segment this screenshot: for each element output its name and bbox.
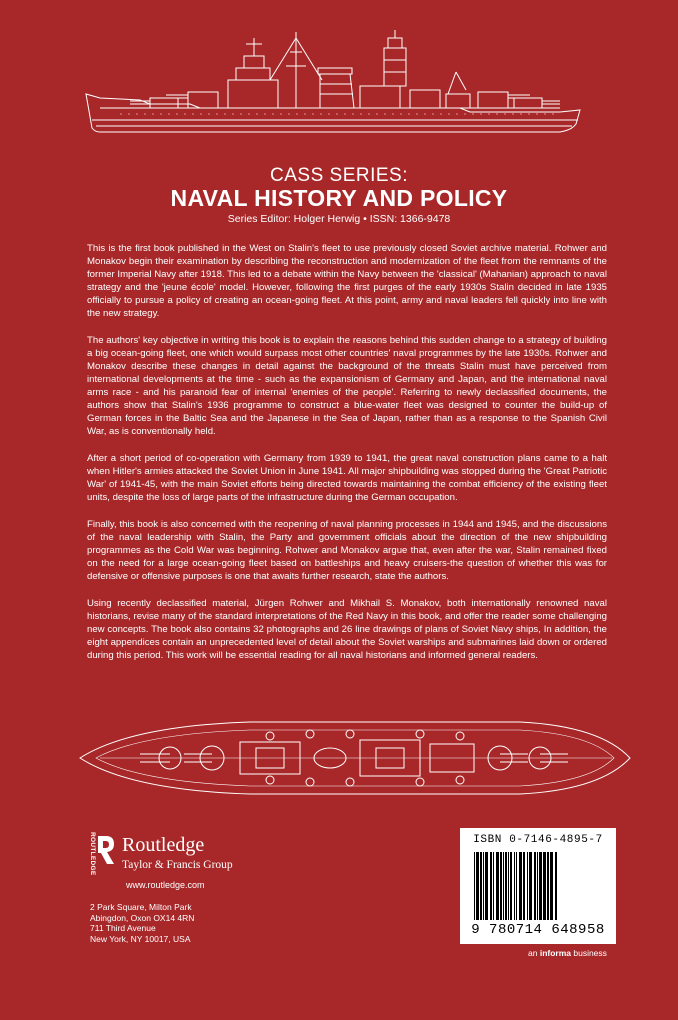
blurb (87, 242, 607, 676)
battleship-top-plan-icon (0, 712, 678, 804)
blurb-paragraph: The authors' key objective in writing this book is to explain the reasons behind this sudden change to a strategy of building a big ocean-going fleet, one which would surpass most other countries' naval programmes by the late 1930s. Rohwer and Monakov describe these changes in detail against the background of the threats Stalin must have perceived from international developments at the time - such as the expansionism of Germany and Japan, and the international naval arms race - and his paranoid fear of internal 'enemies of the people'. Referring to newly declassified documents, the authors show that Stalin's 1936 programme to construct a blue-water fleet was designed to counter the build-up of German forces in the Baltic Sea and the Japanese in the Sea of Japan, rather than as a response to the Spanish Civil War, as is conventionally held. (87, 335, 607, 437)
informa-brand: informa (539, 948, 571, 958)
barcode-bar (480, 852, 482, 920)
barcode-bar (493, 852, 494, 920)
barcode-bar (496, 852, 499, 920)
barcode-bar (534, 852, 536, 920)
barcode-bar (550, 852, 553, 920)
address-line: 711 Third Avenue (90, 923, 156, 933)
barcode-bar (505, 852, 507, 920)
blurb-paragraph: This is the first book published in the West on Stalin's fleet to use previously closed Soviet archive material. Rohwer and Monakov begin their examination by describing the reconstruction and modernization of the fleet from the remnants of the former Imperial Navy after 1918. This led to a debate within the Navy between the 'classical' (Mahanian) approach to naval strategy and the 'jeune école' model. However, following the first purges of the early 1930s Stalin decided in late 1935 officially to pursue a policy of creating an ocean-going fleet. At this point, army and naval leaders fell quickly into line with the new strategy. (87, 243, 607, 319)
isbn-label: ISBN 0-7146-4895-7 (473, 834, 603, 846)
routledge-logo-mark (88, 832, 116, 874)
address-line: New York, NY 10017, USA (90, 933, 191, 944)
address-us (90, 923, 191, 944)
barcode-bar (510, 852, 512, 920)
series-title: NAVAL HISTORY AND POLICY (170, 185, 508, 211)
battleship-side-profile-icon (0, 28, 678, 158)
barcode-bar (523, 852, 525, 920)
blurb-paragraph: After a short period of co-operation with Germany from 1939 to 1941, the great naval construction plans came to a halt when Hitler's armies attacked the Soviet Union in June 1941. All major shipbuilding was stopped during the 'Great Patriotic War' of 1941-45, with the main Soviet efforts being directed towards maintaining the combat efficiency of the existing fleet units, despite the loss of large parts of the infrastructure during the German occupation. (87, 453, 607, 503)
blurb-paragraph: Finally, this book is also concerned with the reopening of naval planning processes in 1944 and 1945, and the discussions of the naval leadership with Stalin, the Party and government officials about the direction of the new shipbuilding programmes as the Cold War was beginning. Rohwer and Monakov argue that, even after the war, Stalin remained fixed on the need for a large ocean-going fleet based on battleships and heavy cruisers-the question of whether this was for defensive or offensive purposes is one that awaits further research, state the authors. (87, 519, 607, 582)
informa-footer (528, 948, 607, 958)
series-label: CASS SERIES: (270, 165, 408, 186)
address-uk (90, 902, 194, 923)
barcode-bar (474, 852, 475, 920)
address-line: 2 Park Square, Milton Park (90, 902, 192, 912)
barcode-bar (483, 852, 484, 920)
series-editor: Series Editor: Holger Herwig • ISSN: 1366-9478 (227, 213, 451, 225)
barcode-bar (519, 852, 522, 920)
barcode-bar (537, 852, 538, 920)
barcode-bar (503, 852, 504, 920)
publisher-group: Taylor & Francis Group (122, 859, 233, 871)
barcode-bar (490, 852, 492, 920)
publisher-url[interactable]: www.routledge.com (126, 880, 205, 890)
barcode-bar (508, 852, 509, 920)
blurb-paragraph: Using recently declassified material, Jürgen Rohwer and Mikhail S. Monakov, both internationally renowned naval historians, revise many of the standard interpretations of the Red Navy in this book, and offer the reader some challenging new concepts. The book also contains 32 photographs and 26 line drawings of plans of Soviet Navy ships, In addition, the eight appendices contain an unprecedented level of detail about the Soviet warships and submarines laid down or ordered during this period. This work will be essential reading for all naval historians and informed general readers. (87, 598, 607, 661)
barcode-bar (500, 852, 502, 920)
informa-suffix: business (571, 948, 607, 958)
barcode-bar (555, 852, 557, 920)
barcode-bar (485, 852, 488, 920)
barcode-bar (527, 852, 528, 920)
publisher-name: Routledge (122, 834, 205, 856)
barcode-bar (476, 852, 479, 920)
barcode-bar (516, 852, 517, 920)
barcode-box (460, 828, 616, 944)
barcode-bar (539, 852, 542, 920)
barcode-icon (472, 852, 604, 922)
barcode-bar (547, 852, 549, 920)
barcode-bar (514, 852, 515, 920)
address-line: Abingdon, Oxon OX14 4RN (90, 912, 195, 923)
logo-vertical-text: ROUTLEDGE (89, 832, 96, 876)
informa-prefix: an (528, 948, 540, 958)
barcode-digits: 9 780714 648958 (471, 922, 605, 938)
barcode-bar (543, 852, 546, 920)
barcode-bar (529, 852, 532, 920)
